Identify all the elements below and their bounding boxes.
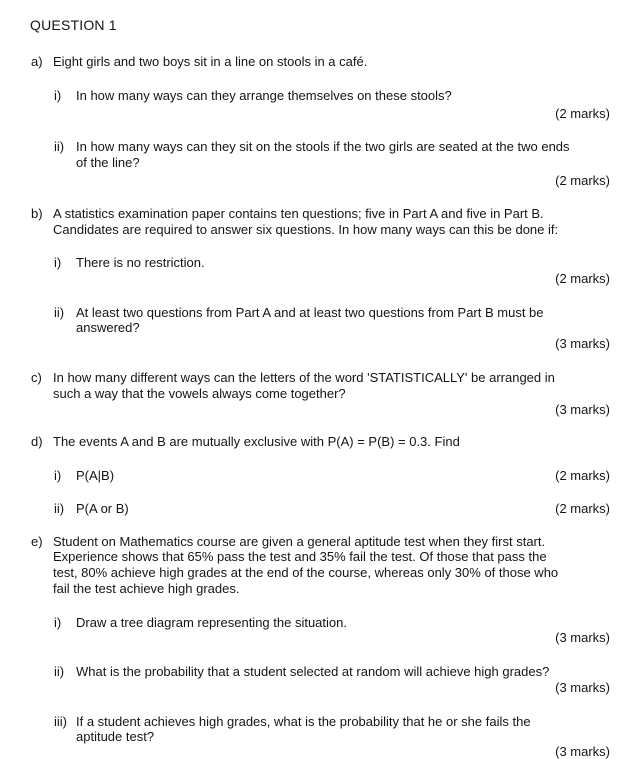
part-c-label: c) xyxy=(31,370,42,385)
part-b-ii-label: ii) xyxy=(54,305,65,320)
part-d-ii-label: ii) xyxy=(54,501,65,516)
part-e-i-marks: (3 marks) xyxy=(555,630,610,645)
part-c-marks: (3 marks) xyxy=(555,402,610,417)
part-e-iii-line1: If a student achieves high grades, what is the probability that he or she fails the xyxy=(76,714,531,729)
part-b-ii-line1: At least two questions from Part A and at least two questions from Part B must be xyxy=(76,305,544,320)
part-e-line1: Student on Mathematics course are given a general aptitude test when they first start. xyxy=(53,534,546,549)
part-d-ii-text: P(A or B) xyxy=(76,501,129,516)
part-a-ii-marks: (2 marks) xyxy=(555,173,610,188)
part-a-ii-line2: of the line? xyxy=(76,155,140,170)
part-b-line2: Candidates are required to answer six questions. In how many ways can this be done if: xyxy=(53,222,559,237)
part-e-line2: Experience shows that 65% pass the test and 35% fail the test. Of those that pass the xyxy=(53,549,547,564)
part-a-label: a) xyxy=(31,54,43,69)
part-d-label: d) xyxy=(31,434,43,449)
part-b-i-label: i) xyxy=(54,255,62,270)
part-a-ii-label: ii) xyxy=(54,139,65,154)
part-b-ii-line2: answered? xyxy=(76,320,140,335)
part-c-line2: such a way that the vowels always come together? xyxy=(53,386,346,401)
part-a-i-text: In how many ways can they arrange themselves on these stools? xyxy=(76,88,452,103)
part-a-i-marks: (2 marks) xyxy=(555,106,610,121)
part-e-ii-marks: (3 marks) xyxy=(555,680,610,695)
part-a-stem: Eight girls and two boys sit in a line on stools in a café. xyxy=(53,54,368,69)
part-c-line1: In how many different ways can the letters of the word 'STATISTICALLY' be arranged in xyxy=(53,370,555,385)
part-e-iii-marks: (3 marks) xyxy=(555,744,610,759)
part-a-ii-line1: In how many ways can they sit on the stools if the two girls are seated at the two ends xyxy=(76,139,570,154)
part-e-i-label: i) xyxy=(54,615,62,630)
part-e-iii-line2: aptitude test? xyxy=(76,729,155,744)
part-d-stem: The events A and B are mutually exclusive with P(A) = P(B) = 0.3. Find xyxy=(53,434,460,449)
part-e-line4: fail the test achieve high grades. xyxy=(53,581,240,596)
part-e-ii-label: ii) xyxy=(54,664,65,679)
part-d-i-marks: (2 marks) xyxy=(555,468,610,483)
part-e-label: e) xyxy=(31,534,43,549)
part-d-i-label: i) xyxy=(54,468,62,483)
part-b-line1: A statistics examination paper contains ten questions; five in Part A and five in Part B. xyxy=(53,206,544,221)
part-d-i-text: P(A|B) xyxy=(76,468,115,483)
part-e-iii-label: iii) xyxy=(54,714,67,729)
part-b-i-text: There is no restriction. xyxy=(76,255,205,270)
part-e-i-text: Draw a tree diagram representing the situation. xyxy=(76,615,347,630)
part-a-i-label: i) xyxy=(54,88,62,103)
question-title: QUESTION 1 xyxy=(30,17,117,33)
part-b-ii-marks: (3 marks) xyxy=(555,336,610,351)
part-b-i-marks: (2 marks) xyxy=(555,271,610,286)
part-e-line3: test, 80% achieve high grades at the end of the course, whereas only 30% of those who xyxy=(53,565,559,580)
part-e-ii-text: What is the probability that a student selected at random will achieve high grades? xyxy=(76,664,550,679)
part-b-label: b) xyxy=(31,206,43,221)
part-d-ii-marks: (2 marks) xyxy=(555,501,610,516)
